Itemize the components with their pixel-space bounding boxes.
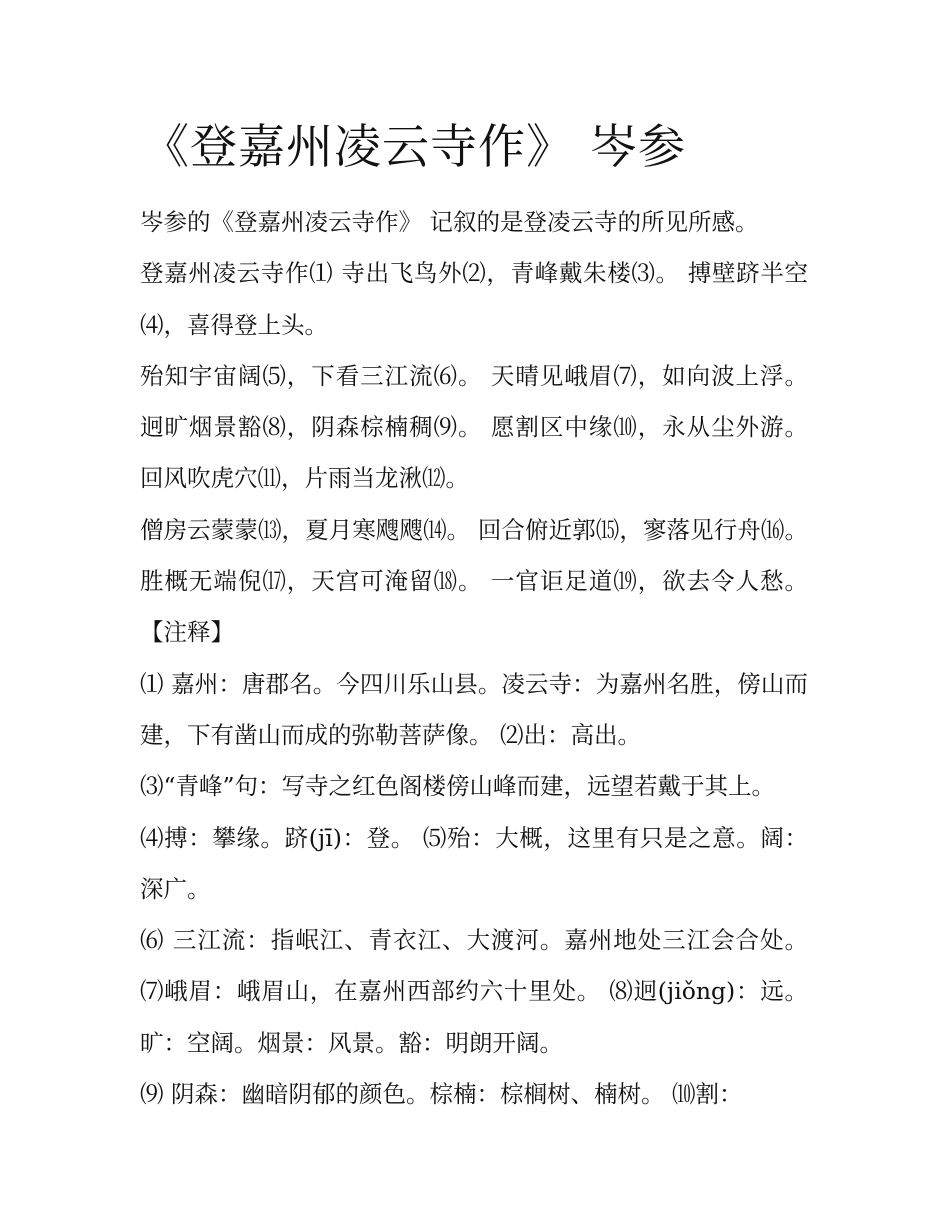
note-paragraph-4: ⑹ 三江流：指岷江、青衣江、大渡河。嘉州地处三江会合处。 ⑺峨眉：峨眉山，在嘉州西部约六十里处。 ⑻迥(jiǒng)：远。旷：空阔。烟景：风景。豁：明朗开阔。 bbox=[140, 926, 808, 1057]
poem-paragraph-3: 僧房云蒙蒙⒀，夏月寒飕飕⒁。 回合俯近郭⒂，寥落见行舟⒃。 胜概无端倪⒄，天宫可淹留⒅。 一官讵足道⒆，欲去令人愁。 【注释】 bbox=[140, 515, 808, 647]
note-paragraph-2: ⑶“青峰”句：写寺之红色阁楼傍山峰而建，远望若戴于其上。 bbox=[140, 772, 776, 801]
document-body bbox=[140, 197, 808, 1120]
note-paragraph-3: ⑷搏：攀缘。跻(jī)：登。 ⑸殆：大概，这里有只是之意。阔：深广。 bbox=[140, 823, 808, 903]
note-paragraph-5: ⑼ 阴森：幽暗阴郁的颜色。棕楠：棕榈树、楠树。 ⑽割： bbox=[140, 1080, 743, 1109]
intro-paragraph: 岑参的《登嘉州凌云寺作》 记叙的是登凌云寺的所见所感。 bbox=[140, 208, 759, 236]
poem-paragraph-1: 登嘉州凌云寺作⑴ 寺出飞鸟外⑵，青峰戴朱楼⑶。 搏壁跻半空⑷，喜得登上头。 bbox=[140, 259, 808, 339]
note-paragraph-1: ⑴ 嘉州：唐郡名。今四川乐山县。凌云寺：为嘉州名胜，傍山而建，下有凿山而成的弥勒菩萨像。 ⑵出：高出。 bbox=[140, 669, 808, 749]
poem-paragraph-2: 殆知宇宙阔⑸，下看三江流⑹。 天晴见峨眉⑺，如向波上浮。 迥旷烟景豁⑻，阴森棕楠稠⑼。 愿割区中缘⑽，永从尘外游。 回风吹虎穴⑾，片雨当龙湫⑿。 bbox=[140, 361, 808, 493]
document-title: 《登嘉州凌云寺作》 岑参 bbox=[142, 120, 686, 175]
